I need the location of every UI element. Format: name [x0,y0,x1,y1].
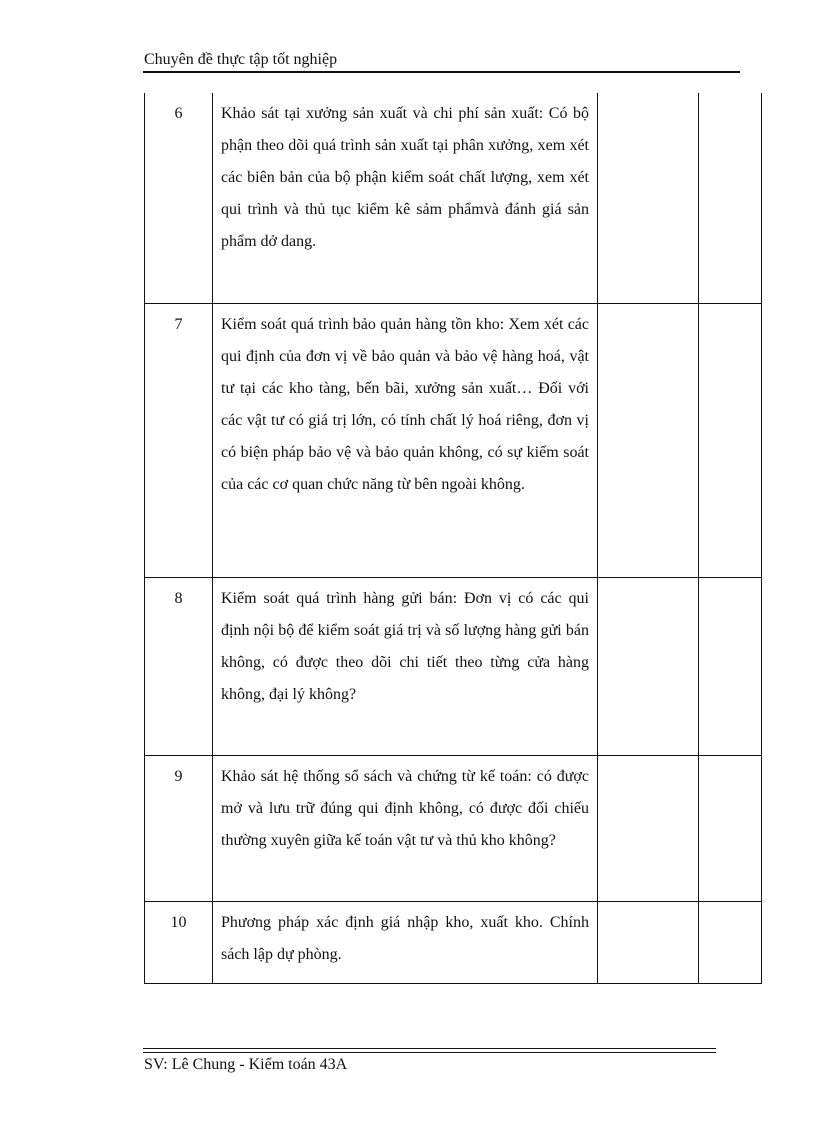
empty-cell [699,93,762,303]
empty-cell [699,303,762,577]
header-divider [143,71,740,73]
table-row [145,93,762,303]
row-content: Khảo sát tại xưởng sản xuất và chi phí sản xuất: Có bộ phận theo dõi quá trình sản xuất tại phân xưởng, xem xét các biên bản của bộ phận kiểm soát chất lượng, xem xét qui trình và thủ tục kiểm kê sảm phẩmvà đánh giá sản phẩm dở dang. [213,93,598,303]
table-row [145,755,762,901]
table-row [145,303,762,577]
page-header-title: Chuyên đề thực tập tốt nghiệp [144,51,338,68]
row-number: 10 [145,901,213,983]
empty-cell [598,901,699,983]
audit-checklist-table [144,93,762,984]
row-content: Kiểm soát quá trình hàng gửi bán: Đơn vị có các qui định nội bộ để kiểm soát giá trị và số lượng hàng gửi bán không, có được theo dõi chi tiết theo từng cửa hàng không, đại lý không? [213,577,598,755]
footer-divider [143,1052,716,1053]
row-number: 9 [145,755,213,901]
empty-cell [699,577,762,755]
row-number: 8 [145,577,213,755]
row-content: Khảo sát hệ thống sổ sách và chứng từ kế toán: có được mở và lưu trữ đúng qui định không, có được đối chiếu thường xuyên giữa kế toán vật tư và thủ kho không? [213,755,598,901]
empty-cell [598,303,699,577]
page-footer-text: SV: Lê Chung - Kiểm toán 43A [144,1056,348,1073]
empty-cell [598,577,699,755]
row-number: 6 [145,93,213,303]
empty-cell [699,901,762,983]
row-content: Phương pháp xác định giá nhập kho, xuất kho. Chính sách lập dự phòng. [213,901,598,983]
empty-cell [598,755,699,901]
empty-cell [699,755,762,901]
footer-divider [143,1048,716,1049]
table-row [145,901,762,983]
row-content: Kiểm soát quá trình bảo quản hàng tồn kho: Xem xét các qui định của đơn vị về bảo quản và bảo vệ hàng hoá, vật tư tại các kho tàng, bến bãi, xưởng sản xuất… Đối với các vật tư có giá trị lớn, có tính chất lý hoá riêng, đơn vị có biện pháp bảo vệ và bảo quản không, có sự kiểm soát của các cơ quan chức năng từ bên ngoài không. [213,303,598,577]
table-row [145,577,762,755]
row-number: 7 [145,303,213,577]
empty-cell [598,93,699,303]
